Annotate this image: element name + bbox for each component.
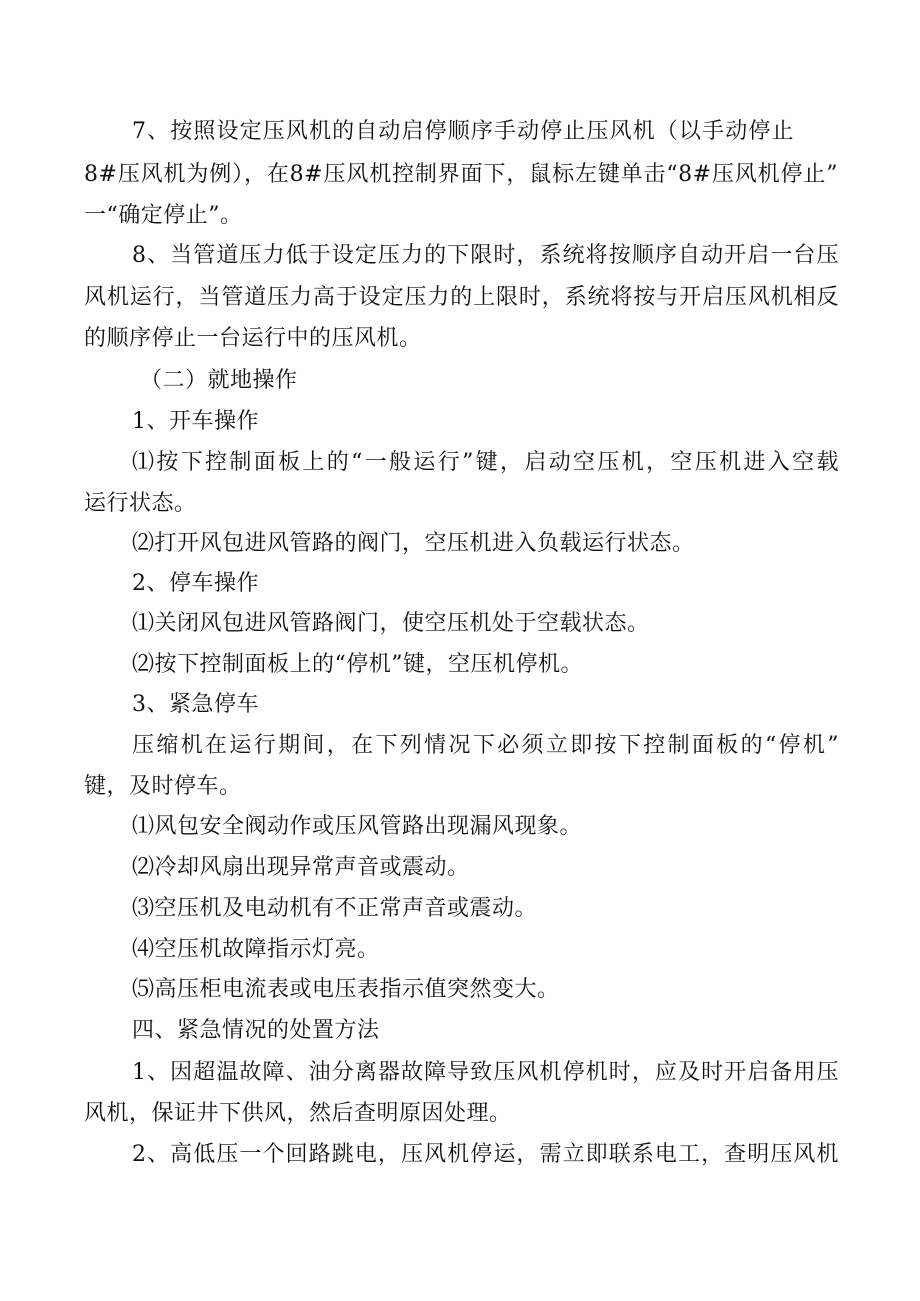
text-line: 8、当管道压力低于设定压力的下限时，系统将按顺序自动开启一台压 xyxy=(132,243,839,268)
list-item: ⑶空压机及电动机有不正常声音或震动。 xyxy=(132,896,538,921)
text-line: 1、因超温故障、油分离器故障导致压风机停机时，应及时开启备用压 xyxy=(132,1060,839,1085)
text-line: 风机运行，当管道压力高于设定压力的上限时，系统将按与开启压风机相反 xyxy=(84,285,839,310)
text-line: 7、按照设定压风机的自动启停顺序手动停止压风机（以手动停止 xyxy=(132,119,794,144)
list-item: ⑸高压柜电流表或电压表指示值突然变大。 xyxy=(132,977,560,1002)
subsection-heading: 2、停车操作 xyxy=(132,571,259,596)
subsection-heading: 1、开车操作 xyxy=(132,409,259,434)
text-line: ⑵打开风包进风管路的阀门，空压机进入负载运行状态。 xyxy=(132,531,695,556)
text-line: 压缩机在运行期间，在下列情况下必须立即按下控制面板的“停机” xyxy=(132,733,839,758)
section-heading: （二）就地操作 xyxy=(140,368,298,393)
section-heading: 四、紧急情况的处置方法 xyxy=(132,1018,380,1043)
subsection-heading: 3、紧急停车 xyxy=(132,692,259,717)
text-line: ⑴按下控制面板上的“一般运行”键，启动空压机，空压机进入空载 xyxy=(132,450,839,475)
text-line: ⑵按下控制面板上的“停机”键，空压机停机。 xyxy=(132,652,583,677)
text-line: 8#压风机为例），在8#压风机控制界面下，鼠标左键单击“8#压风机停止” xyxy=(84,162,838,187)
list-item: ⑴风包安全阀动作或压风管路出现漏风现象。 xyxy=(132,814,583,839)
text-line: 的顺序停止一台运行中的压风机。 xyxy=(84,326,422,351)
text-line: 风机，保证井下供风，然后查明原因处理。 xyxy=(84,1101,512,1126)
text-line: 运行状态。 xyxy=(84,491,197,516)
list-item: ⑷空压机故障指示灯亮。 xyxy=(132,937,380,962)
list-item: ⑵冷却风扇出现异常声音或震动。 xyxy=(132,855,470,880)
text-line: 一“确定停止”。 xyxy=(84,203,243,228)
text-line: 键，及时停车。 xyxy=(84,774,242,799)
text-line: 2、高低压一个回路跳电，压风机停运，需立即联系电工，查明压风机 xyxy=(132,1142,839,1167)
text-line: ⑴关闭风包进风管路阀门，使空压机处于空载状态。 xyxy=(132,611,650,636)
